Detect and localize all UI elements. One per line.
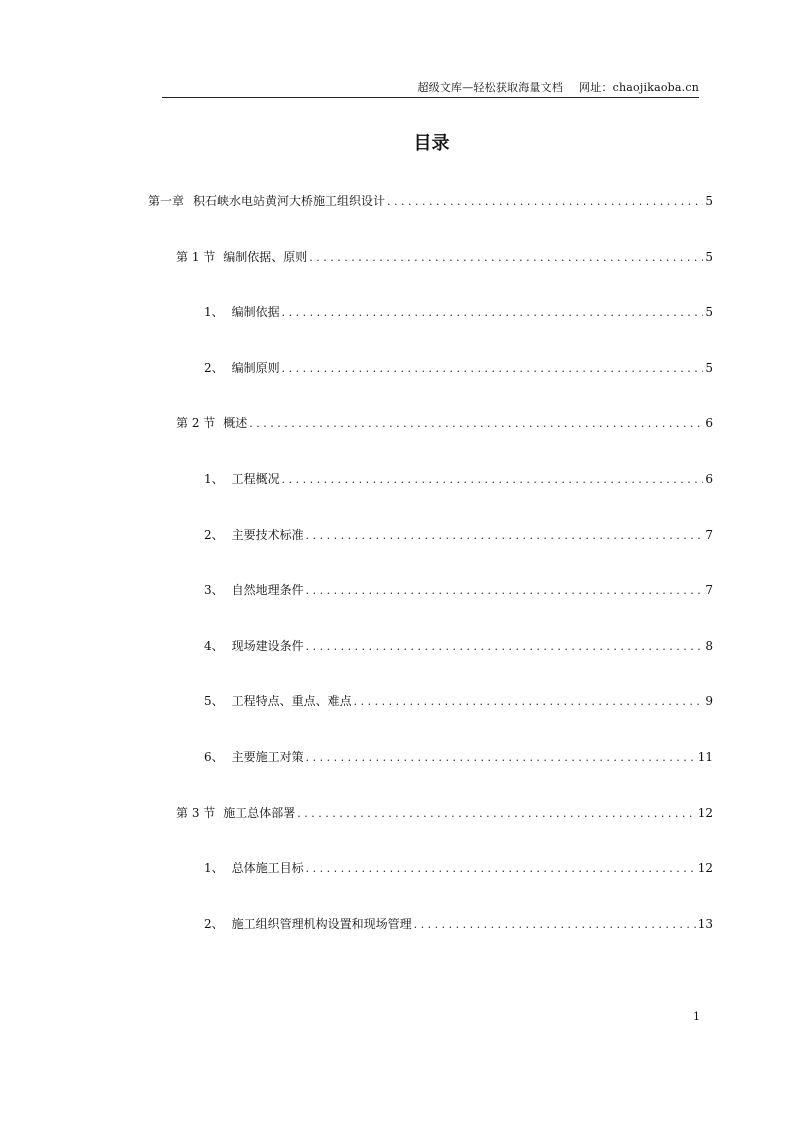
toc-entry-number: 2、 bbox=[204, 917, 224, 931]
toc-entry-label: 概述 bbox=[223, 416, 248, 430]
toc-entry-label: 总体施工目标 bbox=[231, 861, 304, 875]
toc-dot-leader bbox=[282, 305, 704, 321]
toc-entry-section-1[interactable] bbox=[176, 249, 713, 265]
toc-entry-section-3[interactable] bbox=[176, 805, 713, 821]
toc-entry-page: 6 bbox=[705, 472, 713, 486]
toc-entry-label: 施工组织管理机构设置和现场管理 bbox=[231, 917, 412, 931]
toc-entry-number: 2、 bbox=[204, 528, 224, 542]
toc-entry-item[interactable] bbox=[204, 304, 713, 320]
toc-entry-item[interactable] bbox=[204, 527, 713, 543]
toc-entry-label: 现场建设条件 bbox=[231, 639, 304, 653]
toc-entry-page: 7 bbox=[705, 583, 713, 597]
toc-entry-section-2[interactable] bbox=[176, 415, 713, 431]
toc-entry-number: 6、 bbox=[204, 750, 224, 764]
toc-entry-number: 第 1 节 bbox=[176, 250, 216, 264]
toc-entry-label: 编制依据、原则 bbox=[223, 250, 308, 264]
toc-entry-page: 9 bbox=[705, 694, 713, 708]
header-site-label: 网址：chaojikaoba.cn bbox=[579, 81, 699, 94]
toc-entry-label: 主要施工对策 bbox=[231, 750, 304, 764]
toc-entry-number: 5、 bbox=[204, 694, 224, 708]
toc-entry-number: 第 2 节 bbox=[176, 416, 216, 430]
toc-dot-leader bbox=[414, 917, 696, 933]
toc-entry-page: 5 bbox=[705, 250, 713, 264]
toc-entry-page: 12 bbox=[697, 806, 713, 820]
toc-entry-item[interactable] bbox=[204, 860, 713, 876]
toc-entry-number: 2、 bbox=[204, 361, 224, 375]
toc-entry-label: 自然地理条件 bbox=[231, 583, 304, 597]
toc-entry-label: 编制原则 bbox=[231, 361, 280, 375]
toc-dot-leader bbox=[282, 361, 704, 377]
toc-entry-page: 13 bbox=[697, 917, 713, 931]
toc-entry-label: 工程概况 bbox=[231, 472, 280, 486]
toc-dot-leader bbox=[306, 750, 696, 766]
toc-entry-number: 第一章 bbox=[148, 194, 185, 208]
toc-dot-leader bbox=[306, 861, 696, 877]
toc-entry-label: 施工总体部署 bbox=[223, 806, 296, 820]
toc-entry-page: 11 bbox=[697, 750, 713, 764]
toc-entry-page: 5 bbox=[705, 305, 713, 319]
toc-entry-label: 主要技术标准 bbox=[231, 528, 304, 542]
toc-dot-leader bbox=[354, 694, 704, 710]
toc-dot-leader bbox=[249, 416, 703, 432]
toc-entry-item[interactable] bbox=[204, 471, 713, 487]
header-text: 超级文库—轻松获取海量文档 bbox=[417, 81, 564, 94]
toc-entry-item[interactable] bbox=[204, 360, 713, 376]
toc-entry-label: 工程特点、重点、难点 bbox=[231, 694, 352, 708]
toc-dot-leader bbox=[306, 639, 704, 655]
toc-entry-number: 1、 bbox=[204, 305, 224, 319]
toc-entry-item[interactable] bbox=[204, 693, 713, 709]
page-number: 1 bbox=[693, 1010, 700, 1023]
toc-entry-page: 8 bbox=[705, 639, 713, 653]
toc-entry-chapter-1[interactable] bbox=[148, 193, 713, 209]
toc-entry-item[interactable] bbox=[204, 916, 713, 932]
toc-entry-item[interactable] bbox=[204, 638, 713, 654]
toc-dot-leader bbox=[309, 250, 703, 266]
toc-dot-leader bbox=[282, 472, 704, 488]
toc-dot-leader bbox=[387, 194, 703, 210]
toc-entry-number: 1、 bbox=[204, 861, 224, 875]
toc-dot-leader bbox=[306, 528, 704, 544]
toc-entry-number: 4、 bbox=[204, 639, 224, 653]
toc-entry-page: 12 bbox=[697, 861, 713, 875]
toc-entry-page: 6 bbox=[705, 416, 713, 430]
toc-entry-page: 5 bbox=[705, 194, 713, 208]
toc-dot-leader bbox=[297, 806, 695, 822]
toc-entry-number: 第 3 节 bbox=[176, 806, 216, 820]
toc-entry-label: 编制依据 bbox=[231, 305, 280, 319]
toc-title: 目录 bbox=[413, 133, 450, 154]
toc-entry-item[interactable] bbox=[204, 582, 713, 598]
toc-entry-label: 积石峡水电站黄河大桥施工组织设计 bbox=[193, 194, 386, 208]
toc-entry-number: 3、 bbox=[204, 583, 224, 597]
toc-entry-page: 5 bbox=[705, 361, 713, 375]
toc-entry-number: 1、 bbox=[204, 472, 224, 486]
toc-dot-leader bbox=[306, 583, 704, 599]
toc-entry-page: 7 bbox=[705, 528, 713, 542]
toc-entry-item[interactable] bbox=[204, 749, 713, 765]
